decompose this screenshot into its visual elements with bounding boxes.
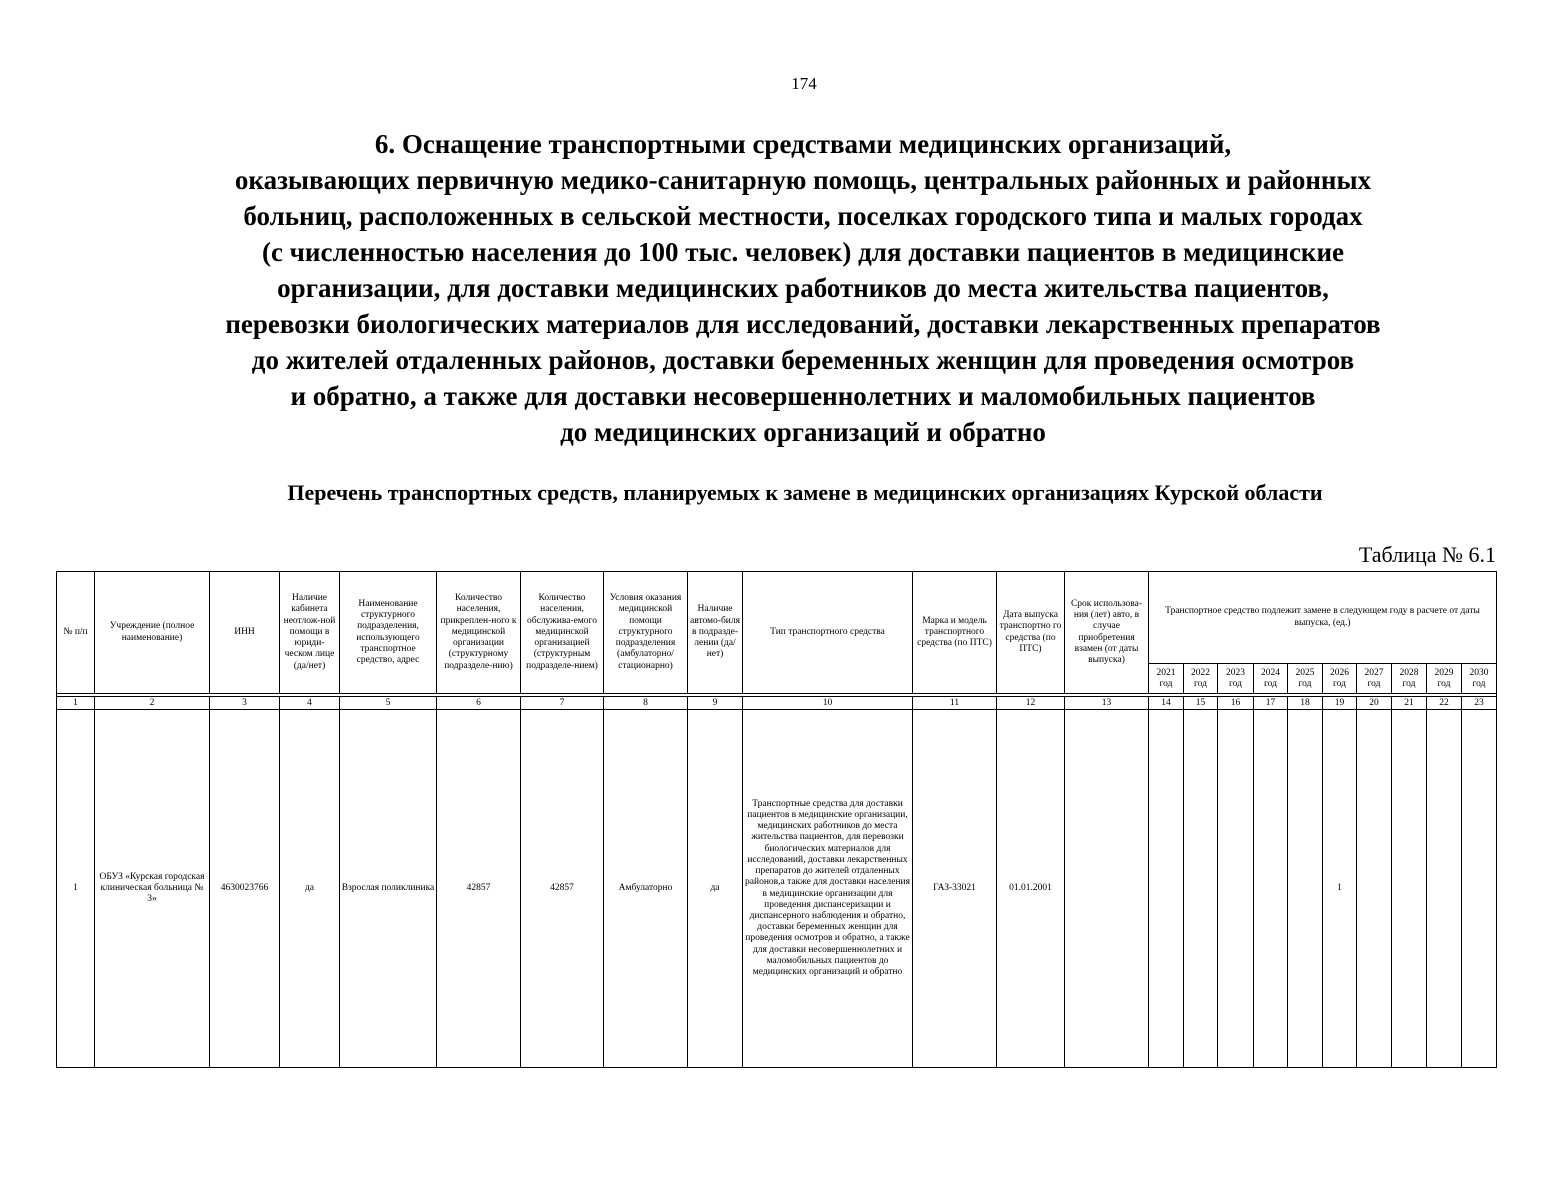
column-number: 5 — [340, 697, 437, 710]
title-line: больниц, расположенных в сельской местности, поселках городского типа и малых городах — [243, 201, 1363, 231]
year-header: 2024 год — [1254, 664, 1288, 694]
column-number: 6 — [437, 697, 521, 710]
year-cell: 1 — [1323, 710, 1357, 1068]
year-cell — [1149, 710, 1184, 1068]
emergency-cabinet-cell: да — [280, 710, 340, 1068]
column-number: 21 — [1392, 697, 1427, 710]
header-cell: Дата выпуска транспортно го средства (по ПТС) — [997, 572, 1065, 694]
column-number: 8 — [604, 697, 688, 710]
column-number: 19 — [1323, 697, 1357, 710]
document-title — [70, 126, 1536, 450]
column-number: 17 — [1254, 697, 1288, 710]
column-number: 20 — [1357, 697, 1392, 710]
title-line: 6. Оснащение транспортными средствами медицинских организаций, — [374, 129, 1232, 159]
year-header: 2023 год — [1218, 664, 1254, 694]
header-cell: Количество населения, прикреплен-ного к медицинской организации (структурному подразделе-нию) — [437, 572, 521, 694]
year-cell — [1184, 710, 1218, 1068]
year-header: 2027 год — [1357, 664, 1392, 694]
header-cell: Тип транспортного средства — [743, 572, 913, 694]
header-cell-years-group: Транспортное средство подлежит замене в следующем году в расчете от даты выпуска, (ед.) — [1149, 572, 1497, 664]
column-number: 1 — [57, 697, 95, 710]
header-cell: № п/п — [57, 572, 95, 694]
page-number: 174 — [791, 74, 817, 93]
year-cell — [1392, 710, 1427, 1068]
header-cell: Наличие кабинета неотлож-ной помощи в юриди-ческом лице (да/нет) — [280, 572, 340, 694]
year-header: 2026 год — [1323, 664, 1357, 694]
header-cell: Учреждение (полное наименование) — [95, 572, 210, 694]
year-header: 2028 год — [1392, 664, 1427, 694]
header-cell: ИНН — [210, 572, 280, 694]
table-number: Таблица № 6.1 — [1358, 542, 1496, 567]
header-cell: Наличие автомо-биля в подразде-лении (да/нет) — [688, 572, 743, 694]
model-cell: ГАЗ-33021 — [913, 710, 997, 1068]
title-line: организации, для доставки медицинских работников до места жительства пациентов, — [277, 273, 1329, 303]
column-number: 7 — [521, 697, 604, 710]
title-line: и обратно, а также для доставки несовершеннолетних и маломобильных пациентов — [290, 381, 1316, 411]
served-population-cell: 42857 — [521, 710, 604, 1068]
column-number: 23 — [1462, 697, 1497, 710]
table-subtitle: Перечень транспортных средств, планируемых к замене в медицинских организациях Курской области — [287, 480, 1323, 505]
attached-population-cell: 42857 — [437, 710, 521, 1068]
release-date-cell: 01.01.2001 — [997, 710, 1065, 1068]
column-number: 14 — [1149, 697, 1184, 710]
title-line: (с численностью населения до 100 тыс. человек) для доставки пациентов в медицинские — [261, 237, 1345, 267]
year-cell — [1254, 710, 1288, 1068]
year-cell — [1288, 710, 1323, 1068]
header-cell: Срок использова-ния (лет) авто, в случае приобретения взамен (от даты выпуска) — [1065, 572, 1149, 694]
column-number: 13 — [1065, 697, 1149, 710]
column-number: 10 — [743, 697, 913, 710]
column-number: 18 — [1288, 697, 1323, 710]
column-number: 11 — [913, 697, 997, 710]
header-cell: Количество населения, обслужива-емого медицинской организацией (структурным подразделе-нием) — [521, 572, 604, 694]
column-number: 12 — [997, 697, 1065, 710]
header-cell: Марка и модель транспортного средства (по ПТС) — [913, 572, 997, 694]
column-number: 2 — [95, 697, 210, 710]
title-line: перевозки биологических материалов для исследований, доставки лекарственных препаратов — [225, 309, 1381, 339]
subdivision-cell: Взрослая поликлиника — [340, 710, 437, 1068]
column-number: 9 — [688, 697, 743, 710]
header-cell: Наименование структурного подразделения, использующего транспортное средство, адрес — [340, 572, 437, 694]
usage-term-cell — [1065, 710, 1149, 1068]
year-cell — [1427, 710, 1462, 1068]
column-number: 15 — [1184, 697, 1218, 710]
row-number: 1 — [57, 710, 95, 1068]
title-line: до жителей отдаленных районов, доставки беременных женщин для проведения осмотров — [251, 345, 1355, 375]
inn-cell: 4630023766 — [210, 710, 280, 1068]
table-row — [57, 710, 1497, 1068]
year-cell — [1462, 710, 1497, 1068]
header-cell: Условия оказания медицинской помощи структурного подразделения (амбулаторно/ стационарно) — [604, 572, 688, 694]
title-line: оказывающих первичную медико-санитарную помощь, центральных районных и районных — [234, 165, 1372, 195]
vehicles-table — [56, 571, 1497, 1068]
year-cell — [1357, 710, 1392, 1068]
column-number: 3 — [210, 697, 280, 710]
institution-cell: ОБУЗ «Курская городская клиническая больница № 3» — [95, 710, 210, 1068]
year-header: 2030 год — [1462, 664, 1497, 694]
conditions-cell: Амбулаторно — [604, 710, 688, 1068]
year-header: 2022 год — [1184, 664, 1218, 694]
year-cell — [1218, 710, 1254, 1068]
column-number: 22 — [1427, 697, 1462, 710]
has-car-cell: да — [688, 710, 743, 1068]
year-header: 2029 год — [1427, 664, 1462, 694]
column-number: 4 — [280, 697, 340, 710]
vehicle-type-cell: Транспортные средства для доставки пациентов в медицинские организации, медицинских работников до места жительства пациентов, для перевозки биологических материалов для исследований, доставки лекарственных препаратов до жителей отдаленных районов,а также для доставки населения в медицинские организации для проведения диспансеризации и диспансерного наблюдения и обратно, доставки беременных женщин для проведения осмотров и обратно, а также для доставки несовершеннолетних и маломобильных пациентов до медицинских организаций и обратно — [743, 710, 913, 1068]
title-line: до медицинских организаций и обратно — [560, 417, 1046, 447]
year-header: 2021 год — [1149, 664, 1184, 694]
year-header: 2025 год — [1288, 664, 1323, 694]
column-number: 16 — [1218, 697, 1254, 710]
